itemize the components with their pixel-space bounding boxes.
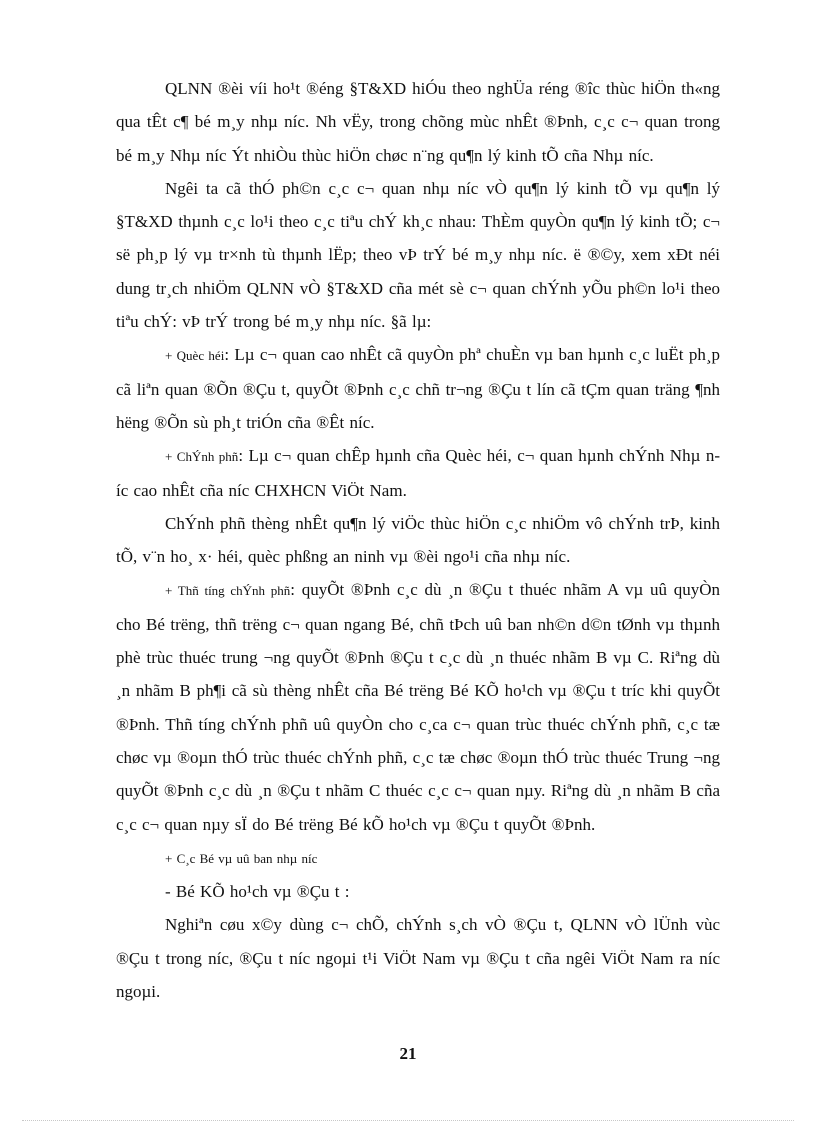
page-body [116, 72, 720, 1008]
subheading-bo-ke-hoach: - Bé KÕ ho¹ch vµ ®Çu t : [165, 882, 350, 902]
paragraph-classification: Ngêi ta cã thÓ ph©n c¸c c¬ quan nhµ níc vÒ qu¶n lý kinh tÕ vµ qu¶n lý §T&XD thµnh c¸c lo¹i theo c¸c tiªu chÝ kh¸c nhau: ThÈm quyÒn qu¶n lý kinh tÕ; c¬ së ph¸p lý vµ tr×nh tù thµnh lËp; theo vÞ trÝ bé m¸y nhµ níc. ë ®©y, xem xÐt néi dung tr¸ch nhiÖm QLNN vÒ §T&XD cña mét sè c¬ quan chÝnh yÕu ph©n lo¹i theo tiªu chÝ: vÞ trÝ trong bé m¸y nhµ níc. §ã lµ: [116, 178, 720, 332]
item-text-chinh-phu: : Lµ c¬ quan chÊp hµnh cña Quèc héi, c¬ quan hµnh chÝnh Nhµ níc cao nhÊt cña níc CHXHCN ViÖt Nam. [116, 446, 721, 500]
paragraph-thu-tuong [116, 573, 720, 840]
paragraph-cac-bo [116, 841, 720, 875]
paragraph-nghien-cuu: Nghiªn cøu x©y dùng c¬ chÕ, chÝnh s¸ch vÒ ®Çu t, QLNN vÒ lÜnh vùc ®Çu t trong níc, ®Çu t níc ngoµi t¹i ViÖt Nam vµ ®Çu t cña ngêi ViÖt Nam ra níc ngoµi. [116, 915, 720, 1002]
paragraph-chinh-phu-duties: ChÝnh phñ thèng nhÊt qu¶n lý viÖc thùc hiÖn c¸c nhiÖm vô chÝnh trÞ, kinh tÕ, v¨n ho¸ x· héi, quèc phßng an ninh vµ ®èi ngo¹i cña nhµ níc. [116, 513, 720, 567]
item-lead-quoc-hoi: + Quèc héi [165, 348, 225, 364]
paragraph-qlnn-intro: QLNN ®èi víi ho¹t ®éng §T&XD hiÓu theo nghÜa réng ®îc thùc hiÖn th«ng qua tÊt c¶ bé m¸y nhµ níc. Nh vËy, trong chõng mùc nhÊt ®Þnh, c¸c c¬ quan trong bé m¸y Nhµ níc Ýt nhiÒu thùc hiÖn chøc n¨ng qu¶n lý kinh tÕ cña Nhµ níc. [116, 79, 720, 165]
item-lead-chinh-phu: + ChÝnh phñ [165, 449, 239, 465]
footer-divider [22, 1120, 794, 1121]
item-lead-cac-bo: + C¸c Bé vµ uû ban nhµ níc [165, 850, 318, 866]
page-number: 21 [399, 1044, 417, 1063]
item-text-quoc-hoi: : Lµ c¬ quan cao nhÊt cã quyÒn phª chuÈn vµ ban hµnh c¸c luËt ph¸p cã liªn quan ®Õn ®Çu t, quyÕt ®Þnh c¸c chñ tr¬ng ®Çu t lín cã tÇm quan träng ¶nh hëng ®Õn sù ph¸t triÓn cña ®Êt níc. [116, 345, 720, 432]
paragraph-quoc-hoi [116, 338, 720, 439]
item-lead-thu-tuong: + Thñ tíng chÝnh phñ [165, 583, 291, 599]
paragraph-chinh-phu [116, 439, 720, 507]
item-text-thu-tuong: : quyÕt ®Þnh c¸c dù ¸n ®Çu t thuéc nhãm A vµ uû quyÒn cho Bé trëng, thñ trëng c¬ quan ngang Bé, chñ tÞch uû ban nh©n d©n tØnh vµ thµnh phè trùc thuéc trung ¬ng quyÕt ®Þnh ®Çu t c¸c dù ¸n thuéc nhãm B vµ C. Riªng dù ¸n nhãm B ph¶i cã sù thèng nhÊt cña Bé trëng Bé KÕ ho¹ch vµ ®Çu t tríc khi quyÕt ®Þnh. Thñ tíng chÝnh phñ uû quyÒn cho c¸ca c¬ quan trùc thuéc chÝnh phñ, c¸c tæ chøc vµ ®oµn thÓ trùc thuéc chÝnh phñ, c¸c tæ chøc ®oµn thÓ trùc thuéc Trung ¬ng quyÕt ®Þnh c¸c dù ¸n ®Çu t nhãm C thuéc c¸c c¬ quan nµy. Riªng dù ¸n nhãm B cña c¸c c¬ quan nµy sÏ do Bé trëng Bé kÕ ho¹ch vµ ®Çu t quyÕt ®Þnh. [116, 580, 721, 834]
